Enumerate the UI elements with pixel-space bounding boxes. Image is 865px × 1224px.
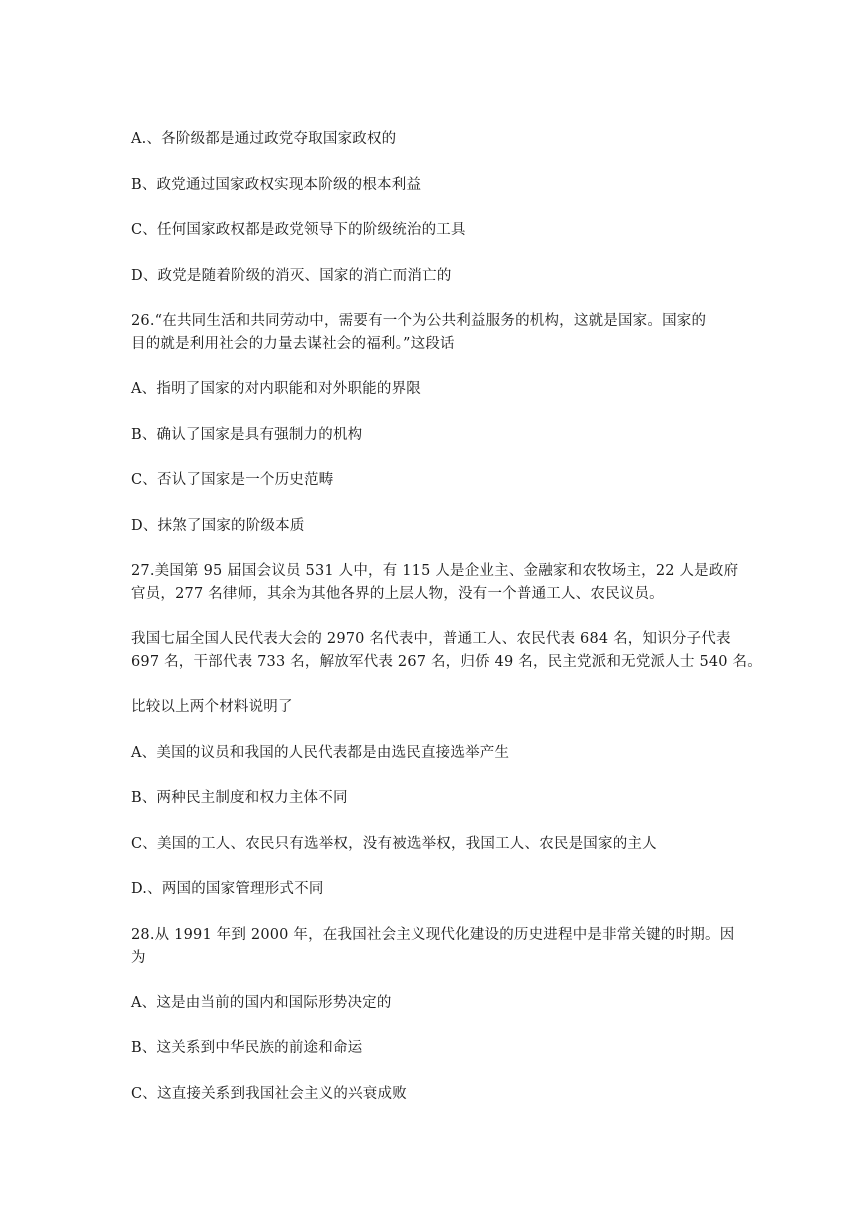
q26-option-c: C、否认了国家是一个历史范畴	[131, 472, 334, 488]
q27-question: 比较以上两个材料说明了	[131, 699, 293, 715]
q26-option-b: B、确认了国家是具有强制力的机构	[131, 427, 363, 443]
q27-option-a: A、美国的议员和我国的人民代表都是由选民直接选举产生	[131, 745, 510, 761]
q27-material-line2: 697 名，干部代表 733 名，解放军代表 267 名，归侨 49 名，民主党派和无党派人士 540 名。	[131, 654, 762, 670]
q27-material-line1: 我国七届全国人民代表大会的 2970 名代表中，普通工人、农民代表 684 名，知识分子代表	[131, 631, 731, 647]
q25-option-b: B、政党通过国家政权实现本阶级的根本利益	[131, 177, 422, 193]
q26-stem-line1: 26.“在共同生活和共同劳动中，需要有一个为公共利益服务的机构，这就是国家。国家的	[131, 313, 707, 329]
q28-option-a: A、这是由当前的国内和国际形势决定的	[131, 995, 392, 1011]
q26-option-a: A、指明了国家的对内职能和对外职能的界限	[131, 381, 421, 397]
q27-option-d: D.、两国的国家管理形式不同	[131, 881, 324, 897]
q27-stem-line1: 27.美国第 95 届国会议员 531 人中，有 115 人是企业主、金融家和农牧场主，22 人是政府	[131, 563, 739, 579]
q27-option-b: B、两种民主制度和权力主体不同	[131, 790, 348, 806]
q25-option-c: C、任何国家政权都是政党领导下的阶级统治的工具	[131, 222, 466, 238]
q26-stem-line2: 目的就是利用社会的力量去谋社会的福利。”这段话	[131, 336, 455, 352]
q25-option-d: D、政党是随着阶级的消灭、国家的消亡而消亡的	[131, 268, 452, 284]
q28-option-b: B、这关系到中华民族的前途和命运	[131, 1040, 363, 1056]
q28-option-c: C、这直接关系到我国社会主义的兴衰成败	[131, 1086, 407, 1102]
q27-option-c: C、美国的工人、农民只有选举权，没有被选举权，我国工人、农民是国家的主人	[131, 836, 657, 852]
q28-stem-line2: 为	[131, 950, 146, 966]
q26-option-d: D、抹煞了国家的阶级本质	[131, 518, 305, 534]
q28-stem-line1: 28.从 1991 年到 2000 年，在我国社会主义现代化建设的历史进程中是非常关键的时期。因	[131, 927, 735, 943]
q25-option-a: A.、各阶级都是通过政党夺取国家政权的	[131, 131, 397, 147]
q27-stem-line2: 官员，277 名律师，其余为其他各界的上层人物，没有一个普通工人、农民议员。	[131, 586, 664, 602]
